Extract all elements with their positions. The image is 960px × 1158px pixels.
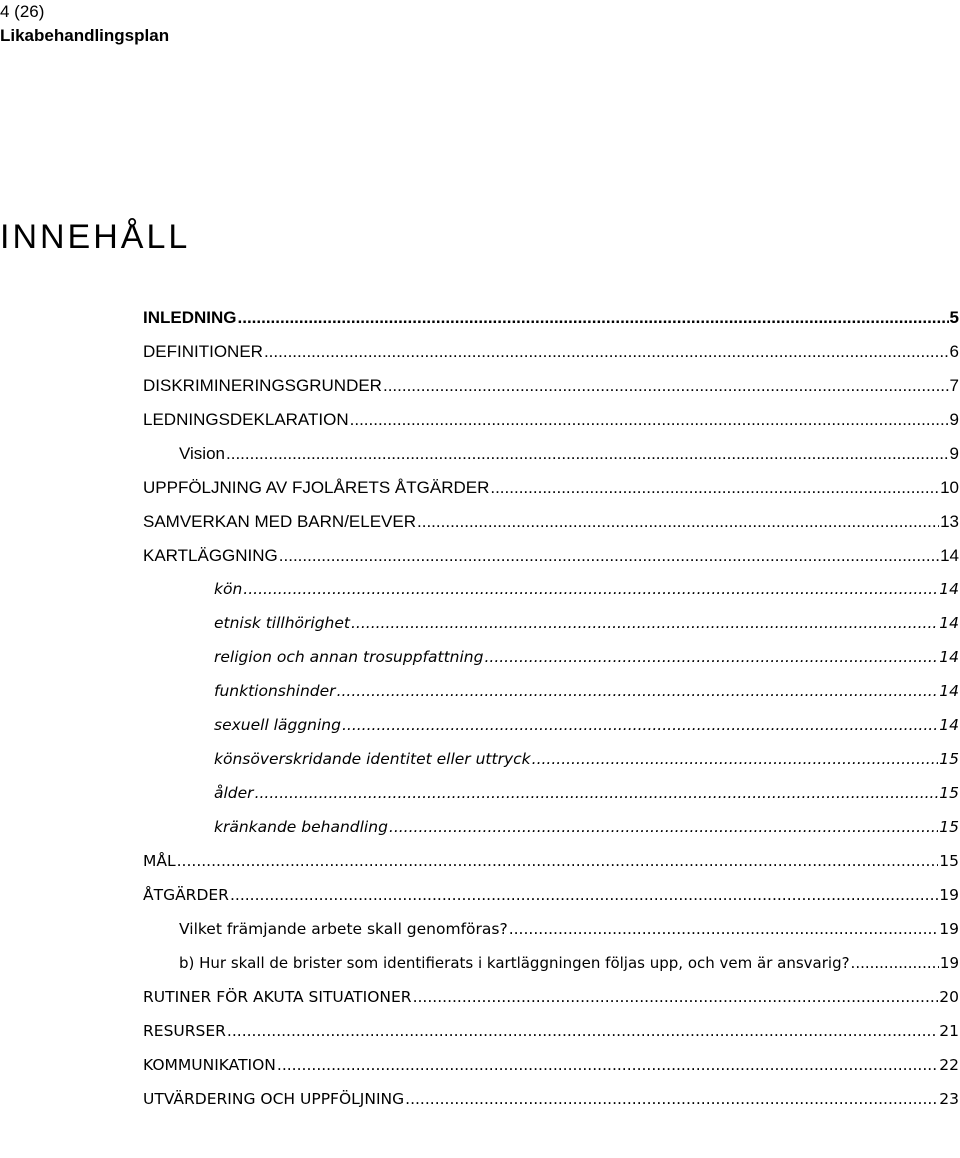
toc-leader-dots [227,1022,938,1040]
toc-leader-dots [337,682,939,700]
toc-entry-label: RESURSER [143,1022,226,1040]
toc-leader-dots [350,410,949,430]
toc-heading: INNEHÅLL [0,218,191,256]
toc-entry-label: UPPFÖLJNING AV FJOLÅRETS ÅTGÄRDER [143,478,490,497]
toc-entry-page: 15 [939,818,959,836]
toc-leader-dots [277,1056,938,1074]
toc-entry-label: Vilket främjande arbete skall genomföras? [179,920,508,938]
toc-entry[interactable] [143,988,959,1012]
toc-entry-page: 9 [949,444,959,463]
toc-entry[interactable] [143,478,959,502]
toc-entry[interactable] [143,1056,959,1080]
toc-leader-dots [851,954,939,972]
toc-leader-dots [238,308,949,328]
document-title: Likabehandlingsplan [0,26,170,45]
toc-entry-page: 9 [949,410,959,429]
toc-entry-label: etnisk tillhörighet [214,614,350,632]
toc-entry-label: kränkande behandling [214,818,388,836]
toc-entry-label: KOMMUNIKATION [143,1056,276,1074]
toc-entry-label: RUTINER FÖR AKUTA SITUATIONER [143,988,412,1006]
toc-entry[interactable] [214,750,959,774]
toc-leader-dots [255,784,939,802]
toc-entry[interactable] [214,614,959,638]
toc-entry[interactable] [214,648,959,672]
toc-entry-page: 6 [949,342,959,361]
toc-entry-page: 23 [939,1090,959,1108]
toc-leader-dots [230,886,938,904]
toc-leader-dots [351,614,938,632]
toc-entry-page: 14 [939,682,959,700]
toc-entry[interactable] [143,546,959,570]
toc-entry-label: MÅL [143,852,176,870]
toc-entry-label: kön [214,580,243,598]
toc-entry-page: 14 [939,648,959,666]
toc-entry-page: 19 [939,886,959,904]
toc-entry-page: 15 [939,852,959,870]
toc-entry-label: Vision [179,444,225,463]
toc-entry[interactable] [179,920,959,944]
toc-leader-dots [490,478,939,498]
toc-entry-page: 14 [940,546,959,565]
toc-entry-label: DISKRIMINERINGSGRUNDER [143,376,382,395]
toc-entry[interactable] [143,852,959,876]
toc-leader-dots [177,852,939,870]
toc-entry-label: b) Hur skall de brister som identifierats i kartläggningen följas upp, och vem är ansvarig? [179,954,850,972]
toc-entry-label: religion och annan trosuppfattning [214,648,484,666]
toc-entry[interactable] [143,512,959,536]
toc-entry-page: 13 [940,512,959,531]
toc-entry[interactable] [143,1090,959,1114]
toc-entry-label: SAMVERKAN MED BARN/ELEVER [143,512,417,531]
toc-entry-label: sexuell läggning [214,716,341,734]
toc-leader-dots [243,580,938,598]
toc-leader-dots [279,546,939,566]
toc-leader-dots [413,988,939,1006]
toc-entry-label: könsöverskridande identitet eller uttryck [214,750,531,768]
toc-entry-page: 19 [939,920,959,938]
toc-entry[interactable] [214,580,959,604]
toc-entry[interactable] [143,886,959,910]
toc-entry-label: INLEDNING [143,308,237,327]
toc-entry-page: 7 [949,376,959,395]
toc-leader-dots [264,342,949,362]
toc-entry-label: KARTLÄGGNING [143,546,278,565]
toc-leader-dots [383,376,949,396]
toc-entry-page: 19 [939,954,959,972]
toc-leader-dots [226,444,949,464]
toc-entry-page: 14 [939,614,959,632]
toc-leader-dots [484,648,938,666]
page-number: 4 (26) [0,2,45,21]
toc-entry[interactable] [214,818,959,842]
toc-leader-dots [342,716,938,734]
toc-entry-page: 22 [939,1056,959,1074]
toc-entry-label: LEDNINGSDEKLARATION [143,410,349,429]
toc-entry-page: 14 [939,580,959,598]
toc-entry[interactable] [214,682,959,706]
toc-entry[interactable] [214,784,959,808]
toc-entry-label: UTVÄRDERING OCH UPPFÖLJNING [143,1090,405,1108]
toc-entry-page: 15 [939,784,959,802]
toc-entry-page: 20 [939,988,959,1006]
toc-entry[interactable] [214,716,959,740]
toc-entry-label: funktionshinder [214,682,336,700]
toc-entry-label: ålder [214,784,254,802]
toc-leader-dots [417,512,939,532]
toc-entry[interactable] [179,954,959,978]
toc-entry[interactable] [143,376,959,400]
toc-entry[interactable] [143,1022,959,1046]
toc-entry[interactable] [143,308,959,332]
toc-entry-page: 10 [940,478,959,497]
toc-entry-page: 5 [949,308,959,327]
toc-entry-label: ÅTGÄRDER [143,886,229,904]
toc-entry[interactable] [143,342,959,366]
toc-entry[interactable] [143,410,959,434]
toc-entry-page: 21 [939,1022,959,1040]
toc-leader-dots [532,750,939,768]
toc-entry-page: 14 [939,716,959,734]
toc-leader-dots [509,920,939,938]
toc-entry[interactable] [179,444,959,468]
toc-leader-dots [405,1090,938,1108]
toc-entry-label: DEFINITIONER [143,342,263,361]
page-header [0,0,169,48]
toc-leader-dots [389,818,938,836]
toc-entry-page: 15 [939,750,959,768]
